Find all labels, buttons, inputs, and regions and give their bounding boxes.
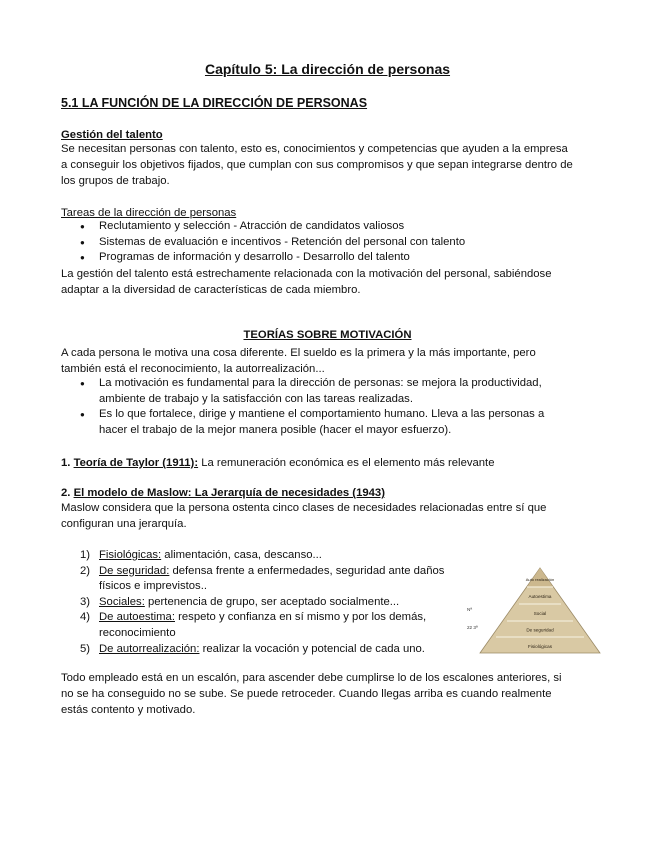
maslow-closing xyxy=(61,670,601,719)
text-line: Se necesitan personas con talento, esto es, conocimientos y competencias que ayuden a la empresa xyxy=(61,143,568,155)
item-label: De autoestima: xyxy=(99,611,175,624)
motivation-bullets xyxy=(61,376,601,438)
pyramid-side-label: Nª xyxy=(467,607,473,612)
maslow-title: El modelo de Maslow: La Jerarquía de necesidades (1943) xyxy=(73,487,385,499)
pyramid-label-2: Autoestima xyxy=(528,594,552,599)
text-line: configuran una jerarquía. xyxy=(61,518,187,531)
tasks-list xyxy=(61,219,601,266)
item-text: alimentación, casa, descanso... xyxy=(161,549,322,561)
text-line: a conseguir los objetivos fijados, que cumplan con sus compromisos y que sepan integrarse dentro de xyxy=(61,159,573,172)
pyramid-label-1: Auto realización xyxy=(525,577,555,582)
motivation-heading: TEORÍAS SOBRE MOTIVACIÓN xyxy=(243,329,412,341)
list-item xyxy=(61,610,481,641)
pyramid-label-3: Social xyxy=(533,611,547,616)
item-text: físicos e imprevistos.. xyxy=(99,580,207,593)
text-line: los grupos de trabajo. xyxy=(61,175,170,188)
pyramid-label-4: De seguridad xyxy=(526,627,554,633)
text-line: Todo empleado está en un escalón, para ascender debe cumplirse lo de los escalones anteriores, si xyxy=(61,672,562,684)
pyramid-label-5: Fisiológicas xyxy=(528,644,552,649)
maslow-intro xyxy=(61,500,601,532)
text-line: ambiente de trabajo y la satisfacción con las tareas realizadas. xyxy=(99,392,413,405)
list-item xyxy=(61,376,601,407)
list-item xyxy=(61,642,481,658)
tasks-heading: Tareas de la dirección de personas xyxy=(61,207,237,219)
item-label: De autorrealización: xyxy=(99,642,200,655)
item-number: 5) xyxy=(80,642,91,655)
talent-closing xyxy=(61,266,601,298)
list-item xyxy=(61,548,481,564)
item-number: 3) xyxy=(80,595,91,608)
maslow-number: 2. xyxy=(61,487,71,499)
item-number: 2) xyxy=(80,564,91,577)
list-item: ● Sistemas de evaluación e incentivos - Retención del personal con talento xyxy=(61,235,601,251)
maslow-needs-list xyxy=(61,548,481,657)
text-line: adaptar a la diversidad de características de cada miembro. xyxy=(61,284,361,297)
text-line: no se ha conseguido no se sube. Se puede retroceder. Cuando llegas arriba es cuando realmente xyxy=(61,688,552,701)
item-label: Sociales: xyxy=(99,595,145,608)
text-line: ● La motivación es fundamental para la dirección de personas: se mejora la productividad, xyxy=(99,377,542,389)
page-title: Capítulo 5: La dirección de personas xyxy=(204,61,451,77)
taylor-theory xyxy=(61,455,601,471)
talent-paragraph xyxy=(61,141,601,190)
item-text: pertenencia de grupo, ser aceptado socialmente... xyxy=(144,595,400,608)
maslow-heading xyxy=(61,485,601,501)
item-text: realizar la vocación y potencial de cada uno. xyxy=(199,642,425,655)
text-line: A cada persona le motiva una cosa diferente. El sueldo es la primera y la más importante, pero xyxy=(61,347,536,359)
item-label: De seguridad: xyxy=(99,564,170,577)
maslow-pyramid-image xyxy=(464,566,604,656)
text-line: La gestión del talento está estrechamente relacionada con la motivación del personal, sabiéndose xyxy=(61,268,552,280)
text-line: Maslow considera que la persona ostenta cinco clases de necesidades relacionadas entre sí que xyxy=(61,502,547,514)
item-text: defensa frente a enfermedades, seguridad ante daños xyxy=(169,564,445,577)
text-line: también está el reconocimiento, la autorrealización... xyxy=(61,363,325,376)
text-line: estás contento y motivado. xyxy=(61,704,196,717)
taylor-text: La remuneración económica es el elemento más relevante xyxy=(198,457,495,469)
text-line: ● Es lo que fortalece, dirige y mantiene el comportamiento humano. Lleva a las personas a xyxy=(99,408,545,421)
motivation-intro xyxy=(61,345,601,377)
talent-heading: Gestión del talento xyxy=(61,129,163,141)
list-item xyxy=(61,407,601,438)
list-item: ● Reclutamiento y selección - Atracción de candidatos valiosos xyxy=(61,219,601,235)
item-number: 4) xyxy=(80,611,91,624)
text-line: hacer el trabajo de la mejor manera posible (hacer el mayor esfuerzo). xyxy=(99,423,452,436)
pyramid-side-label: 22 3ª xyxy=(467,625,478,630)
item-number: 1) xyxy=(80,549,91,561)
list-item xyxy=(61,564,481,595)
list-item xyxy=(61,595,481,611)
taylor-number: 1. xyxy=(61,457,71,469)
list-item: ● Programas de información y desarrollo - Desarrollo del talento xyxy=(61,250,601,266)
item-text: reconocimiento xyxy=(99,626,176,639)
section-heading: 5.1 LA FUNCIÓN DE LA DIRECCIÓN DE PERSONAS xyxy=(61,96,368,110)
item-text: respeto y confianza en sí mismo y por los demás, xyxy=(174,611,427,624)
taylor-label: Teoría de Taylor (1911): xyxy=(73,457,199,469)
item-label: Fisiológicas: xyxy=(99,549,162,561)
